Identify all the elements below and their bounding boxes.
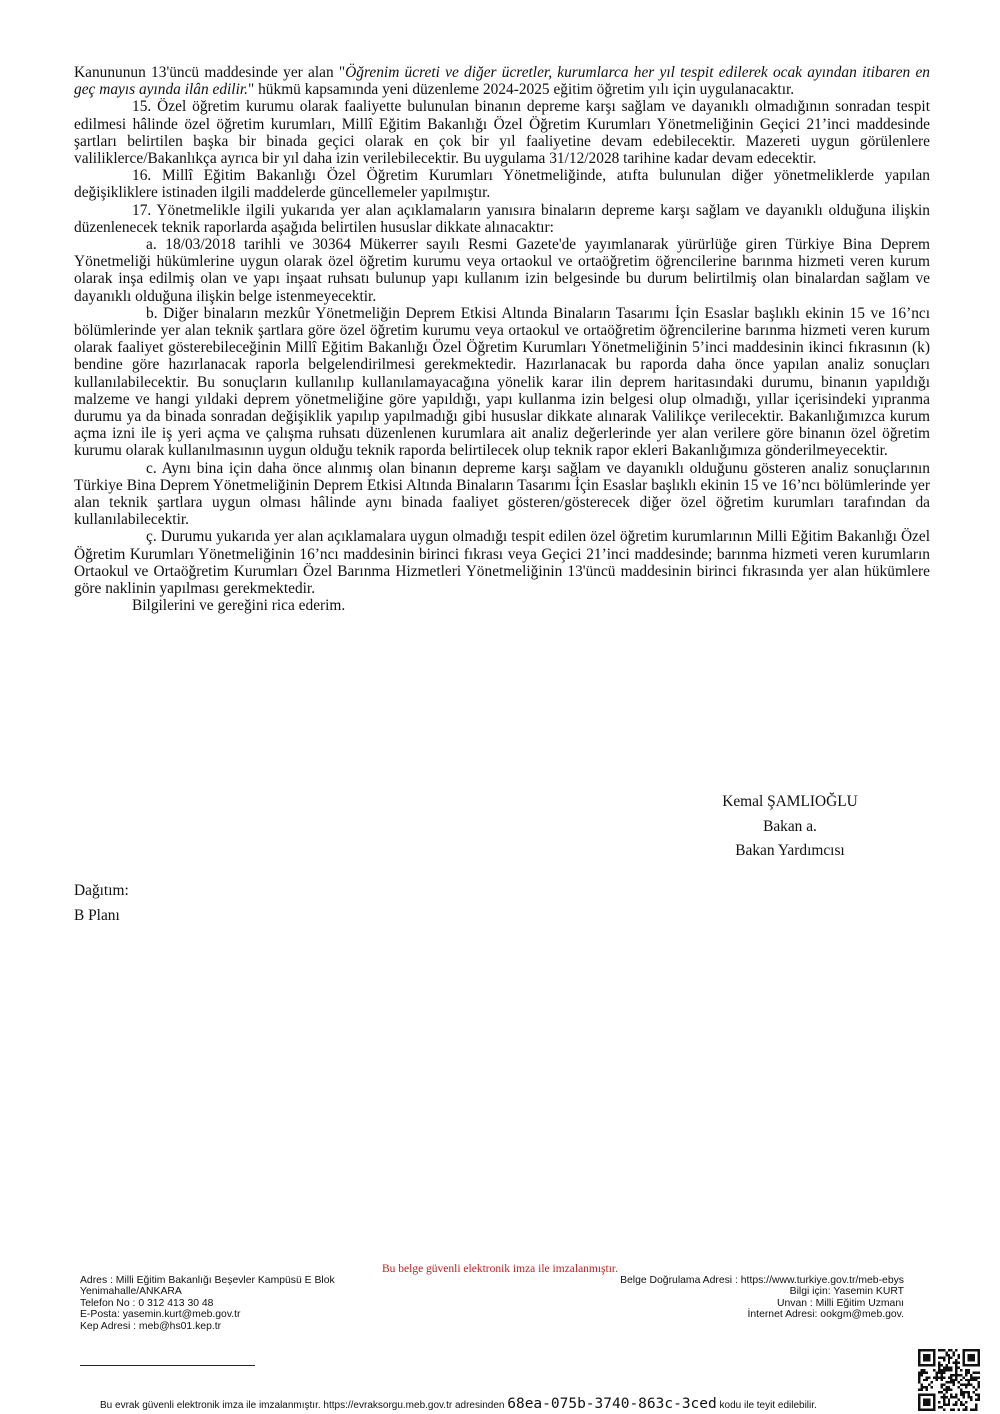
paragraph-intro: Kanununun 13'üncü maddesinde yer alan "Öğrenim ücreti ve diğer ücretler, kurumlarca her yıl tespit edilerek ocak ayından itibaren en geç mayıs ayında ilân edilir." hükmü kapsamında yeni düzenleme 2024-2025 eğitim öğretim yılı için uygulanacaktır.	[74, 64, 930, 99]
distribution-block	[74, 878, 129, 928]
esign-notice: Bu belge güvenli elektronik imza ile imzalanmıştır.	[381, 1263, 618, 1275]
footer-divider	[80, 1365, 255, 1366]
footer-address: Adres : Milli Eğitim Bakanlığı Beşevler Kampüsü E Blok	[80, 1275, 335, 1286]
footer-kep: Kep Adresi : meb@hs01.kep.tr	[80, 1320, 222, 1332]
page-footer	[0, 1230, 1000, 1414]
paragraph-17: 17. Yönetmelikle ilgili yukarıda yer alan açıklamaların yanısıra binaların depreme karşı sağlam ve dayanıklı olduğuna ilişkin düzenlenecek teknik raporlarda aşağıda belirtilen hususlar dikkate alınacaktır:	[74, 201, 930, 236]
signature-block	[700, 790, 880, 864]
quoted-provision: Öğrenim ücreti ve diğer ücretler, kurumlarca her yıl tespit edilerek ocak ayından itibaren en geç mayıs ayında ilân edilir.	[74, 64, 930, 99]
footer-title: Unvan : Milli Eğitim Uzmanı	[776, 1297, 904, 1309]
paragraph-17-b: b. Diğer binaların mezkûr Yönetmeliğin Deprem Etkisi Altında Binaların Tasarımı İçin Esaslar başlıklı ekinin 15 ve 16’ncı bölümlerinde yer alan teknik şartlara göre özel öğretim kurumu veya ortaokul ve ortaöğretim öğrencilerine barınma hizmeti veren kurum olarak faaliyet gösterebileceğinin Millî Eğitim Bakanlığı Özel Öğretim Kurumları Yönetmeliğinin 5’inci maddesinin ikinci fıkrasının (k) bendine göre hazırlanacak raporla belgelendirilmesi gerekmektedir. Hazırlanacak bu raporda daha önce yapılan analiz sonuçları kullanılabilecektir. Bu sonuçların kullanılıp kullanılamayacağına yönelik karar ilin deprem haritasındaki durumu, binanın yapıldığı malzeme ve hangi yıldaki deprem yönetmeliğine göre yapıldığı, yapı kullanma izin belgesi olup olmadığı, yıllar içerisindeki yıpranma durumu ya da binada sonradan değişiklik yapılıp yapılmadığı gibi hususlar dikkate alınarak Valilikçe verilecektir. Bakanlığımızca kurum açma izni ile iş yeri açma ve çalışma ruhsatı düzenlenen kurumlara ait analiz değerlerinde yer alan verilere göre binanın özel öğretim kurumu olarak kullanılmasının uygun olduğu teknik raporda belirtilecek olup teknik rapor ekleri Bakanlığımıza gönderilmeyecektir.	[74, 304, 930, 460]
paragraph-16: 16. Millî Eğitim Bakanlığı Özel Öğretim Kurumları Yönetmeliğinde, atıfta bulunulan diğer yönetmeliklerde yapılan değişikliklere istinaden ilgili maddelerde güncellemeler yapılmıştır.	[74, 167, 930, 202]
paragraph-17-a: a. 18/03/2018 tarihli ve 30364 Mükerrer sayılı Resmi Gazete'de yayımlanarak yürürlüğe giren Türkiye Bina Deprem Yönetmeliği hükümlerine uygun olarak özel öğretim kurumu veya ortaokul ve ortaöğretim öğrencilerine barınma hizmeti veren kurum olarak inşa edilmiş olan ve yapı inşaat ruhsatı bulunup yapı kullanım izin belgesinde bu durum belirtilmiş olan binalardan sağlam ve dayanıklı olduğuna ilişkin belge istenmeyecektir.	[74, 236, 930, 305]
distribution-label: Dağıtım:	[74, 882, 129, 899]
verification-line: Bu evrak güvenli elektronik imza ile imzalanmıştır. https://evraksorgu.meb.gov.tr adresinden 68ea-075b-3740-863c-3ced kodu ile teyit edilebilir.	[100, 1396, 817, 1412]
footer-phone: Telefon No : 0 312 413 30 48	[80, 1297, 214, 1309]
footer-verify-url[interactable]: Belge Doğrulama Adresi : https://www.turkiye.gov.tr/meb-ebys	[620, 1275, 904, 1286]
footer-city: Yenimahalle/ANKARA	[80, 1286, 182, 1298]
paragraph-17-cc: ç. Durumu yukarıda yer alan açıklamalara uygun olmadığı tespit edilen özel öğretim kurumlarının Milli Eğitim Bakanlığı Özel Öğretim Kurumları Yönetmeliğinin 16’ncı maddesinin birinci fıkrası veya Geçici 21’inci maddesinde; barınma hizmeti veren kurumların Ortaokul ve Ortaöğretim Kurumları Özel Barınma Hizmetleri Yönetmeliğinin 13'üncü maddesinin birinci fıkrasında yer alan hükümlere göre naklinin yapılması gerekmektedir.	[74, 528, 930, 598]
footer-web: İnternet Adresi: ookgm@meb.gov.	[747, 1309, 904, 1321]
signer-name: Kemal ŞAMLIOĞLU	[722, 793, 858, 810]
signer-title: Bakan Yardımcısı	[735, 842, 845, 859]
verification-code: 68ea-075b-3740-863c-3ced	[507, 1396, 717, 1412]
paragraph-15: 15. Özel öğretim kurumu olarak faaliyette bulunulan binanın depreme karşı sağlam ve dayanıklı olmadığının sonradan tespit edilmesi hâlinde özel öğretim kurumları, Millî Eğitim Bakanlığı Özel Öğretim Kurumları Yönetmeliğinin Geçici 21’inci maddesinde şartları belirtilen başka bir binada geçici olarak en çok bir yıl faaliyetine devam edebilecektir. Mazereti uygun görülenlere valiliklerce/Bakanlıkça ayrıca bir yıl daha izin verilebilecektir. Bu uygulama 31/12/2028 tarihine kadar devam edecektir.	[74, 98, 930, 168]
closing-line: Bilgilerini ve gereğini rica ederim.	[132, 597, 346, 615]
footer-info-contact: Bilgi için: Yasemin KURT	[789, 1286, 904, 1298]
footer-email: E-Posta: yasemin.kurt@meb.gov.tr	[80, 1309, 241, 1321]
footer-contact-right	[620, 1275, 904, 1321]
footer-contact-left	[80, 1275, 335, 1332]
qr-code-icon	[918, 1349, 980, 1411]
distribution-value: B Planı	[74, 907, 120, 924]
letter-body	[74, 64, 930, 615]
paragraph-17-c: c. Aynı bina için daha önce alınmış olan binanın depreme karşı sağlam ve dayanıklı olduğunu gösteren analiz sonuçlarının Türkiye Bina Deprem Yönetmeliğinin Deprem Etkisi Altında Binaların Tasarımı İçin Esaslar başlıklı ekinin 15 ve 16’ncı bölümlerinde yer alan teknik şartlara uygun olması hâlinde aynı binada faaliyet gösteren/gösterecek diğer özel öğretim kurumları tarafından da kullanılabilecektir.	[74, 459, 930, 529]
signer-authority: Bakan a.	[763, 817, 817, 835]
